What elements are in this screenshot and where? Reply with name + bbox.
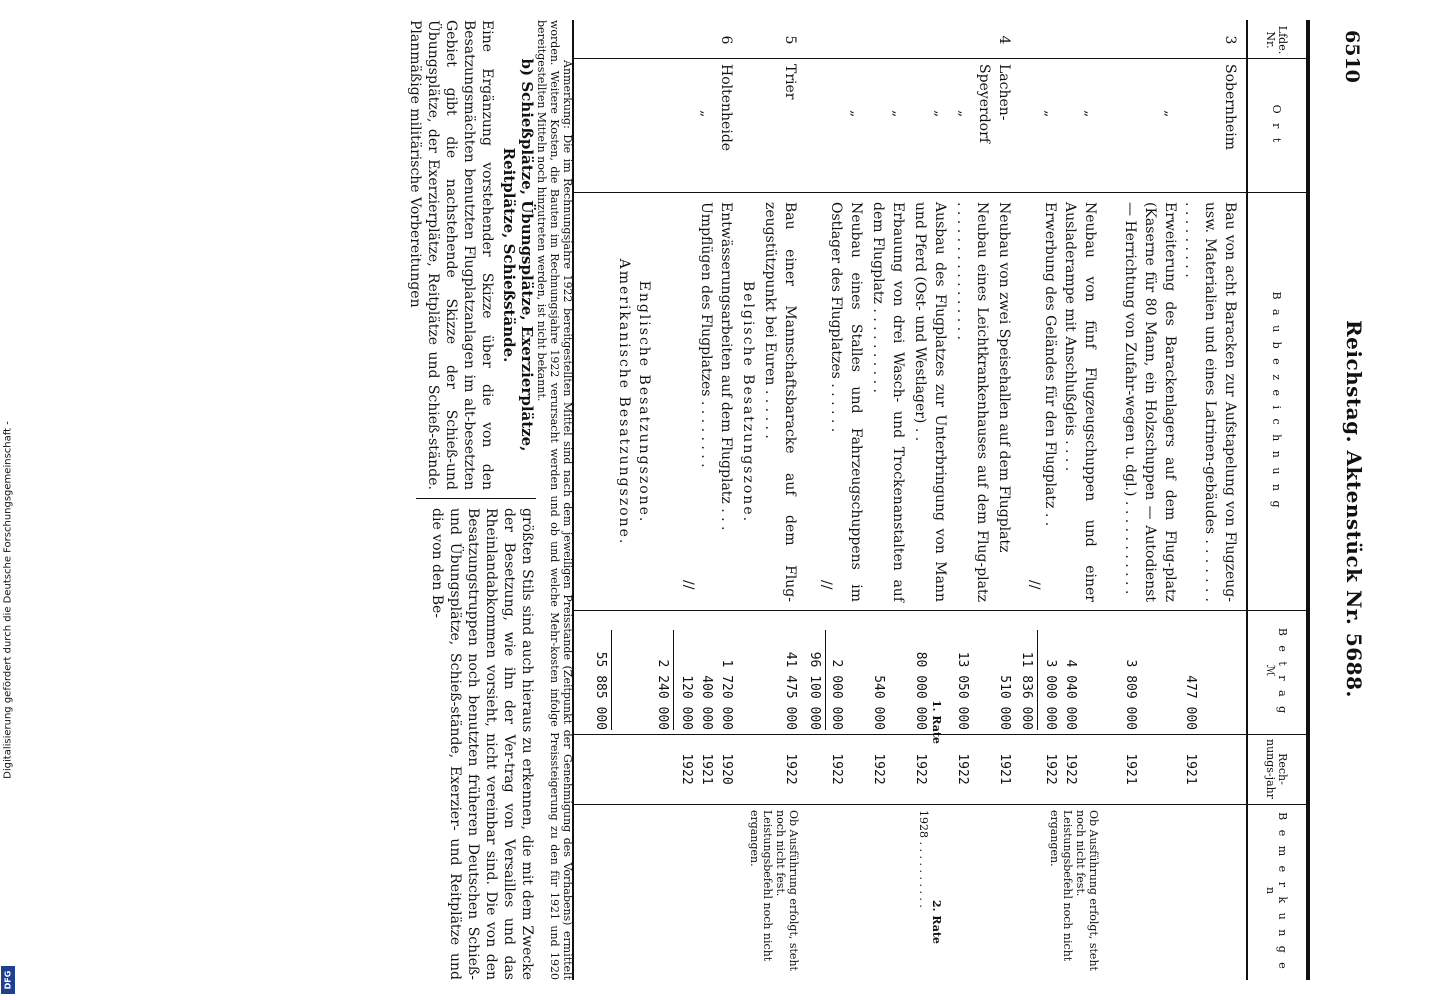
cell-ort: „ (1162, 110, 1178, 118)
column-rule (574, 804, 1306, 805)
section-b (407, 20, 536, 980)
header-betrag (1248, 612, 1304, 732)
cell-bemerkung: 1928 . . . . . . . . . . (917, 810, 930, 908)
header-bemerkungen: B e m e r k u n g e n (1264, 812, 1289, 972)
rate-label-2: 2. Rate (930, 900, 943, 944)
scanned-page (50, 20, 1370, 980)
cell-betrag: 120 000 (679, 675, 694, 730)
header-nr: Lfde. Nr. (1264, 25, 1289, 55)
cell-nr: 3 (1222, 35, 1238, 45)
cell-betrag: 400 000 (699, 675, 714, 730)
section-b-right-column (428, 508, 536, 980)
cell-betrag: 13 050 000 (955, 651, 970, 730)
cell-betrag: 510 000 (997, 675, 1012, 730)
zone-heading: Englische Besatzungszone. (636, 280, 652, 524)
cell-nr: 6 (718, 35, 734, 45)
cell-nr: 4 (996, 35, 1012, 45)
cell-jahr: 1921 (1183, 753, 1198, 785)
cell-betrag: 41 475 000 (783, 651, 798, 730)
cell-betrag: 4 040 000 (1063, 659, 1078, 730)
sum-rule (825, 630, 826, 730)
cell-ort: „ (890, 110, 906, 118)
header-rule (1246, 20, 1248, 980)
cell-jahr: 1922 (955, 753, 970, 785)
footnote: Anmerkung: Die im Rechnungsjahre 1922 bereitgestellten Mittel sind nach dem jeweiligen Preisstande (Zeitpunkt der Genehmigung des Vorhabens) ermittelt worden. Weitere Kosten, die Bauten im Rechnungsjahre 1922 verursacht werden und ob und welche Mehr-kosten infolge Preissteigerung zu den für 1921 und 1920 bereitgestellten Mitteln noch hinzutreten werden, ist nicht bekannt. (535, 20, 574, 980)
column-divider (416, 498, 536, 499)
cell-jahr: 1922 (829, 753, 844, 785)
cell-baubezeichnung: Erwerbung des Geländes für den Flugplatz . . (1042, 202, 1058, 527)
section-b-left-column (406, 20, 536, 490)
subtotal: 96 100 000 (807, 651, 822, 730)
dfg-logo (1, 966, 15, 994)
cell-ort: „ (1082, 110, 1098, 118)
sum-rule (611, 630, 612, 730)
section-b-right-paragraph: größten Stils sind auch hieraus zu erkennen, die mit dem Zwecke der Besetzung, wie ihn der Ver-trag von Versailles und das Rheinlandabkommen vorsieht, nicht vereinbar sind. Die von den Besatzungstruppen noch benutzten früheren Deutschen Schieß- und Übungsplätze, Schieß-stände, Exerzier- und Reitplätze und die von den Be- (429, 508, 535, 980)
header-rechnungsjahr: Rech-nungs-jahr (1264, 739, 1289, 799)
zone-heading: Amerikanische Besatzungszone. (616, 258, 632, 546)
cell-bemerkung: Ob Ausführung erfolgt, steht noch nicht fest. Leistungsbefehl noch nicht ergangen. (1048, 810, 1100, 971)
subtotal: 55 885 000 (593, 651, 608, 730)
cell-jahr: 1922 (783, 753, 798, 785)
cell-ort: „ (848, 110, 864, 118)
cell-betrag: 80 000 000 (913, 651, 928, 730)
cell-ort: „ (932, 110, 948, 118)
cell-jahr: 1922 (1063, 753, 1078, 785)
cell-baubezeichnung: Neubau eines Stalles und Fahrzeugschuppens im Ostlager des Flugplatzes . . . . . . (828, 202, 864, 602)
cell-jahr: 1920 (719, 753, 734, 785)
cell-jahr: 1922 (1043, 753, 1058, 785)
cell-jahr: 1922 (679, 753, 694, 785)
ditto-mark: // (680, 580, 696, 590)
cell-ort: Trier (782, 64, 798, 100)
cell-baubezeichnung: Neubau von fünf Flugzeugschuppen und einer Ausladerampe mit Anschlußgleis . . . . (1062, 202, 1098, 602)
cell-baubezeichnung: Neubau von zwei Speisehallen auf dem Flugplatz (996, 202, 1012, 553)
subtotal: 11 836 000 (1019, 651, 1034, 730)
cell-baubezeichnung: Ausbau des Flugplatzes zur Unterbringung von Mann und Pferd (Ost- und Westlager) . . (912, 202, 948, 602)
cell-ort: „ (1042, 110, 1058, 118)
rate-label-1: 1. Rate (930, 700, 943, 744)
cell-bemerkung: Ob Ausführung erfolgt, steht noch nicht fest. Leistungsbefehl noch nicht ergangen. (748, 810, 800, 971)
header-baubezeichnung: B a u b e z e i c h n u n g (1270, 291, 1283, 511)
header-ort: O r t (1270, 104, 1283, 146)
section-b-heading: b) Schießplätze, Übungsplätze, Exerzierplätze, Reitplätze, Schießstände. (500, 58, 536, 452)
cell-nr: 5 (782, 35, 798, 45)
cell-jahr: 1921 (699, 753, 714, 785)
cell-betrag: 2 000 000 (829, 659, 844, 730)
zone-heading: Belgische Besatzungszone. (740, 280, 756, 524)
expenditure-table (572, 20, 1310, 980)
ditto-mark: // (1026, 580, 1042, 590)
dfg-logo-text: DFG (3, 970, 13, 990)
cell-baubezeichnung: Bau einer Mannschaftsbaracke auf dem Flug-zeugstützpunkt bei Euren . . . . . . (762, 202, 798, 602)
column-rule (574, 610, 1306, 611)
cell-baubezeichnung: Neubau eines Leichtkrankenhauses auf dem Flug-platz . . . . . . . . . . . . . . . . (954, 202, 990, 602)
header-betrag-unit: ℳ (1264, 664, 1277, 680)
cell-baubezeichnung: Erweiterung des Barackenlagers auf dem Flug-platz (Kaserne für 80 Mann, ein Holzschuppen — Autodienst — Herrichtung von Zufahr-wegen u. dgl.) . . . . . . . . . . . (1122, 202, 1178, 602)
credit-text: Digitalisierung gefördert durch die Deutsche Forschungsgemeinschaft - (2, 421, 14, 779)
cell-baubezeichnung: Entwässerungsarbeiten auf dem Flugplatz . . . (718, 202, 734, 531)
section-b-left-paragraph: Eine Ergänzung vorstehender Skizze über die von den Besatzungsmächten benutzten Flugplatzanlagen im alt-besetzten Gebiet gibt die nachstehende Skizze der Schieß-und Übungsplätze, der Exerzierplätze, Reitplätze und Schieß-stände. Planmäßige militärische Vorbereitungen (407, 20, 495, 490)
sum-rule (1037, 630, 1038, 730)
sum-rule (673, 630, 674, 730)
cell-baubezeichnung: Bau von acht Baracken zur Aufstapelung von Flugzeug- usw. Materialien und eines Latrinen-gebäudes . . . . . . . . . . . . . . . . (1182, 202, 1238, 602)
cell-betrag: 540 000 (871, 675, 886, 730)
cell-baubezeichnung: Erbauung von drei Wasch- und Trockenanstalten auf dem Flugplatz . . . . . . . . . . (870, 202, 906, 602)
cell-jahr: 1922 (913, 753, 928, 785)
cell-ort: Holtenheide (718, 64, 734, 152)
cell-betrag: 3 000 000 (1043, 659, 1058, 730)
cell-ort: „ (956, 110, 972, 118)
page-number: 6510 (1341, 30, 1363, 83)
digitization-credit (0, 0, 16, 1000)
cell-jahr: 1921 (1123, 753, 1138, 785)
cell-ort: Sobernheim (1222, 64, 1238, 151)
cell-ort: „ (698, 110, 714, 118)
cell-jahr: 1921 (997, 753, 1012, 785)
cell-baubezeichnung: Umpflügen des Flugplatzes . . . . . . . . (698, 202, 714, 468)
running-title: Reichstag. Aktenstück Nr. 5688. (1342, 320, 1366, 698)
cell-betrag: 1 720 000 (719, 659, 734, 730)
ditto-mark: // (818, 580, 834, 590)
cell-ort: Lachen-Speyerdorf (976, 64, 1012, 143)
column-rule (574, 58, 1306, 59)
cell-betrag: 477 000 (1183, 675, 1198, 730)
running-head (1330, 20, 1370, 980)
cell-jahr: 1922 (871, 753, 886, 785)
cell-betrag: 3 809 000 (1123, 659, 1138, 730)
header-betrag-label: B e t r a g (1276, 627, 1289, 717)
subtotal: 2 240 000 (655, 659, 670, 730)
